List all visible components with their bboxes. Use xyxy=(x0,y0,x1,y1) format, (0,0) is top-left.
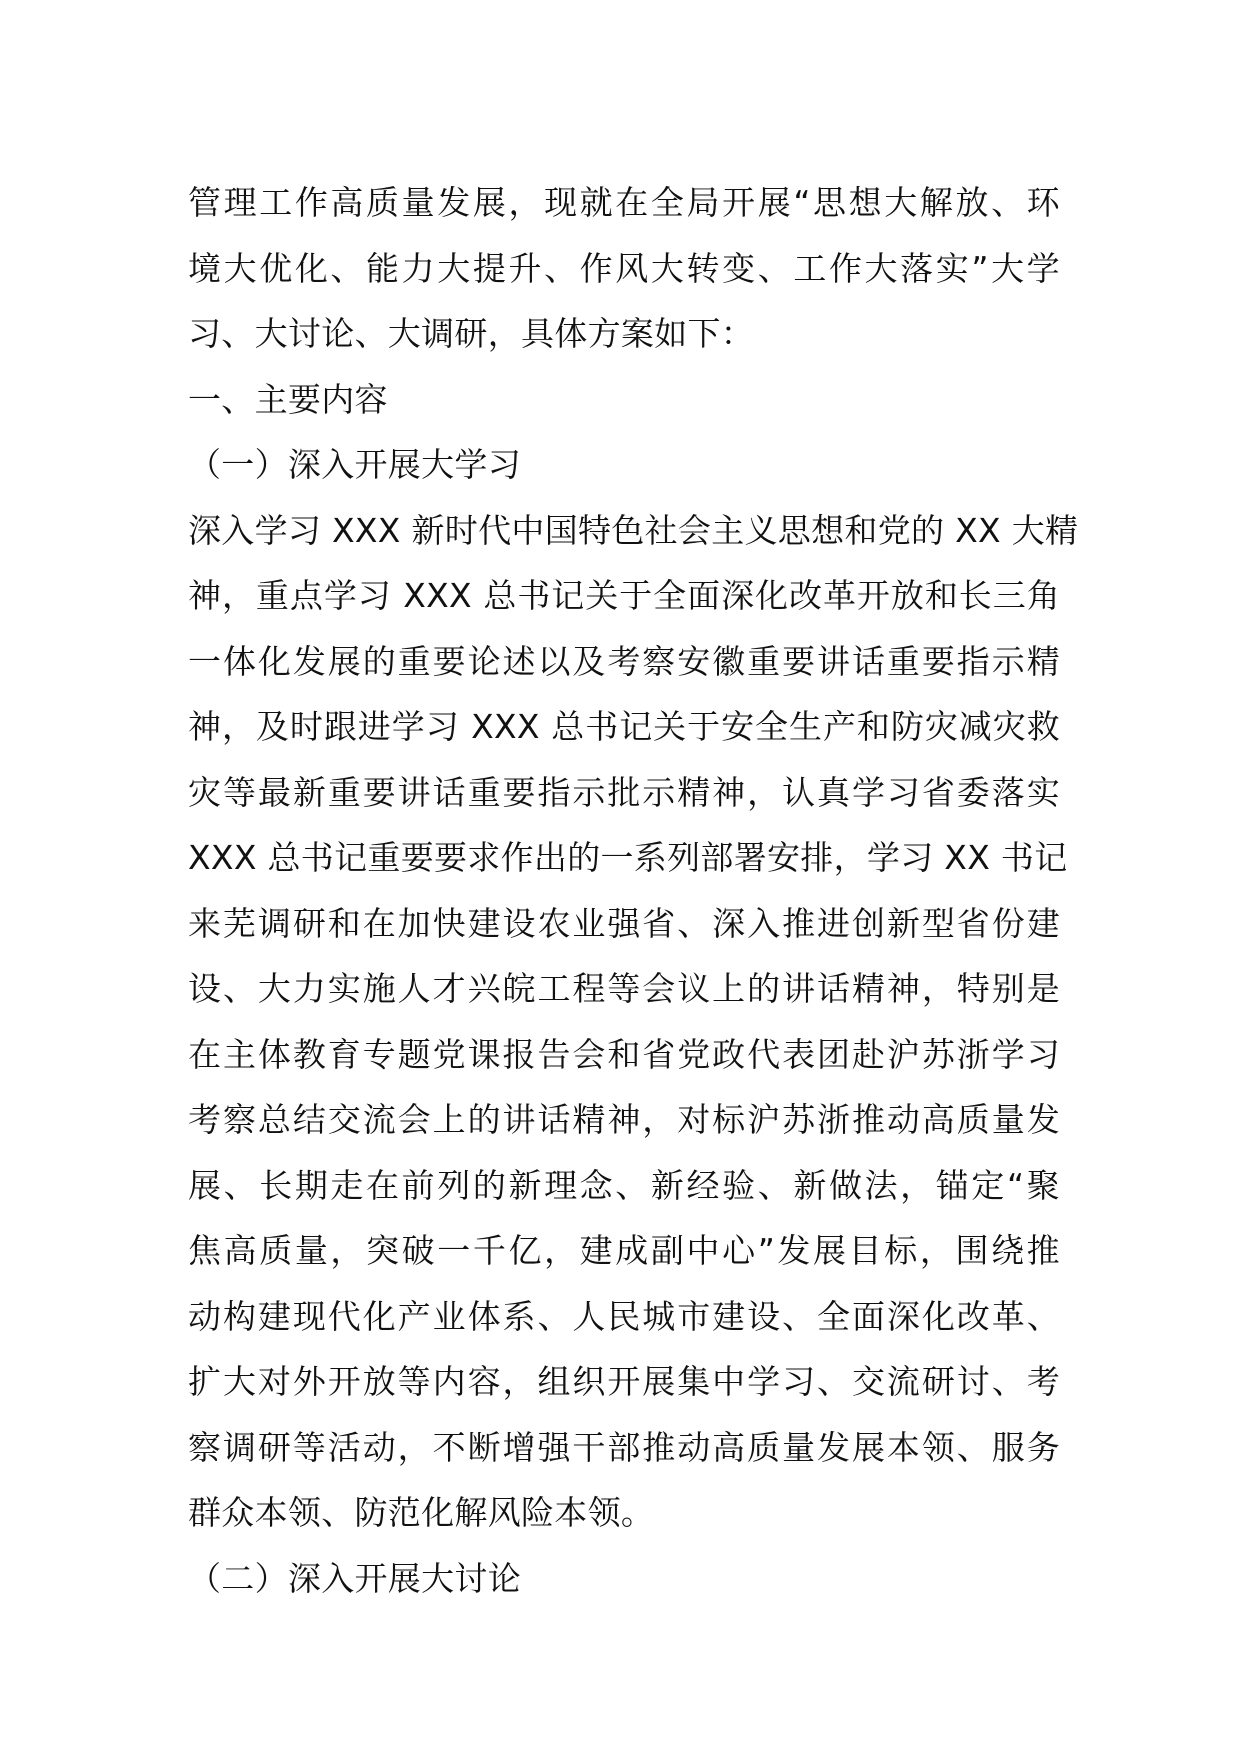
body-line: XXX 总书记重要要求作出的一系列部署安排，学习 XX 书记 xyxy=(188,838,1068,877)
body-line: 深入学习 XXX 新时代中国特色社会主义思想和党的 XX 大精 xyxy=(188,510,1079,550)
body-line: 察调研等活动，不断增强干部推动高质量发展本领、服务 xyxy=(188,1427,1060,1467)
body-line: 习、大讨论、大调研，具体方案如下： xyxy=(188,314,755,353)
body-line: 设、大力实施人才兴皖工程等会议上的讲话精神，特别是 xyxy=(188,969,1060,1008)
body-line: 扩大对外开放等内容，组织开展集中学习、交流研讨、考 xyxy=(188,1362,1060,1401)
body-line: 展、长期走在前列的新理念、新经验、新做法，锚定“聚 xyxy=(188,1165,1060,1205)
body-line: 动构建现代化产业体系、人民城市建设、全面深化改革、 xyxy=(188,1296,1060,1336)
document-body xyxy=(188,170,1079,1611)
subsection-heading: （二）深入开展大讨论 xyxy=(188,1558,521,1598)
section-heading: 一、主要内容 xyxy=(188,379,388,419)
body-line: 管理工作高质量发展，现就在全局开展“思想大解放、环 xyxy=(188,183,1060,222)
body-line: 境大优化、能力大提升、作风大转变、工作大落实”大学 xyxy=(188,248,1060,288)
body-line: 考察总结交流会上的讲话精神，对标沪苏浙推动高质量发 xyxy=(188,1100,1060,1139)
body-line: 一体化发展的重要论述以及考察安徽重要讲话重要指示精 xyxy=(188,641,1060,681)
body-line: 神，及时跟进学习 XXX 总书记关于安全生产和防灾减灾救 xyxy=(188,707,1060,746)
body-line: 神，重点学习 XXX 总书记关于全面深化改革开放和长三角 xyxy=(188,576,1060,615)
body-line: 焦高质量，突破一千亿，建成副中心”发展目标，围绕推 xyxy=(188,1231,1060,1270)
body-line: 来芜调研和在加快建设农业强省、深入推进创新型省份建 xyxy=(188,903,1060,943)
body-line: 在主体教育专题党课报告会和省党政代表团赴沪苏浙学习 xyxy=(188,1034,1060,1074)
subsection-heading: （一）深入开展大学习 xyxy=(188,445,521,484)
body-line: 群众本领、防范化解风险本领。 xyxy=(188,1493,655,1532)
body-line: 灾等最新重要讲话重要指示批示精神，认真学习省委落实 xyxy=(188,772,1060,812)
